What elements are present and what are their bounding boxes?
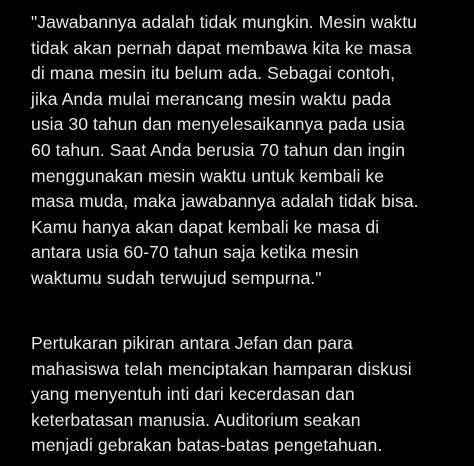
text-line: masa muda, maka jawabannya adalah tidak bisa. [31,191,419,212]
text-line: keterbatasan manusia. Auditorium seakan [31,409,361,430]
text-line: yang menyentuh inti dari kecerdasan dan [31,384,355,405]
text-line: usia 30 tahun dan menyelesaikannya pada usia [31,114,405,135]
text-line: menjadi gebrakan batas-batas pengetahuan. [31,435,383,456]
text-line: jika Anda mulai merancang mesin waktu pada [31,88,392,109]
text-line: tidak akan pernah dapat membawa kita ke masa [31,37,412,58]
text-line: mahasiswa telah menciptakan hamparan diskusi [31,358,412,379]
paragraph-quote [31,10,461,292]
text-line: antara usia 60-70 tahun saja ketika mesin [31,242,359,263]
text-line: 60 tahun. Saat Anda berusia 70 tahun dan ingin [31,139,406,160]
text-line: Kamu hanya akan dapat kembali ke masa di [31,216,380,237]
paragraph-narration [31,331,461,459]
text-line: menggunakan mesin waktu untuk kembali ke [31,165,385,186]
text-line: waktumu sudah terwujud sempurna." [31,267,322,288]
text-line: di mana mesin itu belum ada. Sebagai contoh, [31,63,396,84]
text-line: "Jawabannya adalah tidak mungkin. Mesin waktu [31,12,418,32]
text-line: Pertukaran pikiran antara Jefan dan para [31,333,353,353]
